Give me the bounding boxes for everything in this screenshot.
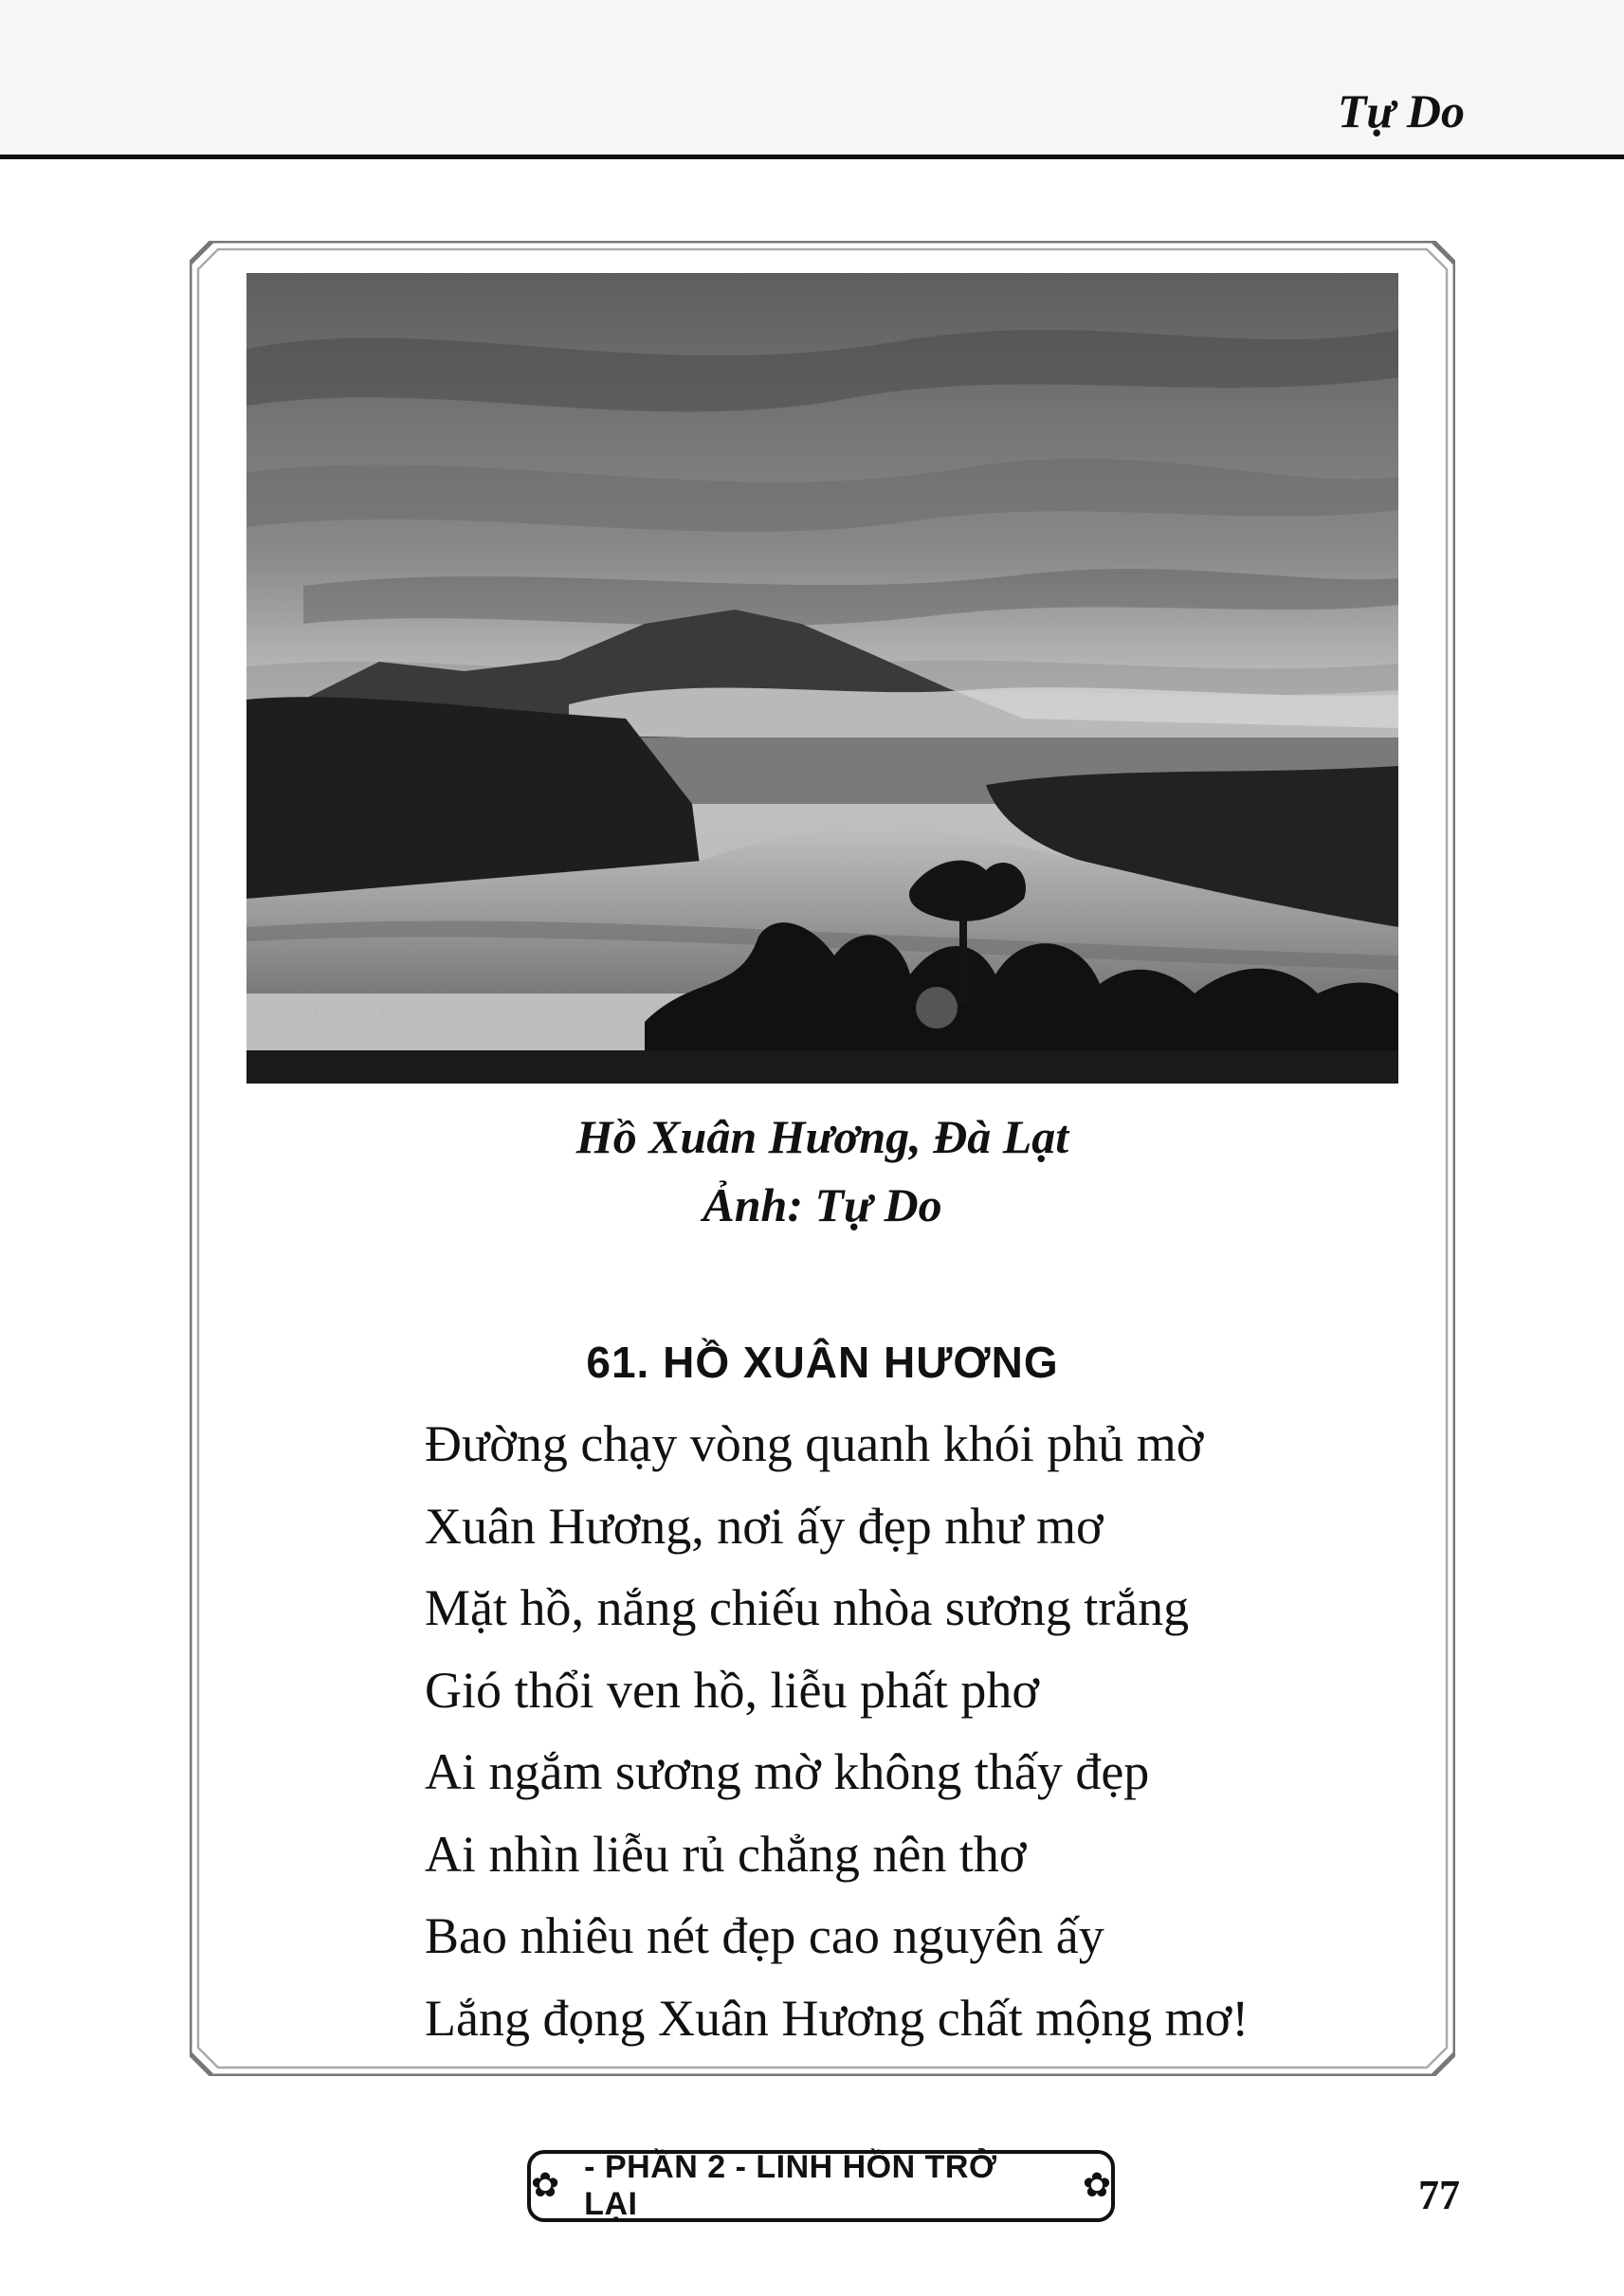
poem-line: Xuân Hương, nơi ấy đẹp như mơ (425, 1497, 1104, 1555)
poem-line: Đường chạy vòng quanh khói phủ mờ (425, 1415, 1204, 1472)
section-label-badge (527, 2150, 1115, 2222)
poem-line: Gió thổi ven hồ, liễu phất phơ (425, 1661, 1039, 1719)
author-name: Tự Do (1337, 84, 1465, 137)
flower-icon: ✿ (531, 2166, 560, 2205)
poem-line: Bao nhiêu nét đẹp cao nguyên ấy (425, 1907, 1104, 1964)
lake-photo (246, 273, 1398, 1084)
poem-title: 61. HỒ XUÂN HƯƠNG (586, 1338, 1059, 1387)
poem-line: Ai nhìn liễu rủ chẳng nên thơ (425, 1825, 1027, 1883)
poem-line: Ai ngắm sương mờ không thấy đẹp (425, 1743, 1150, 1800)
photo-watermark: TỰ DO (294, 994, 386, 1029)
photo-caption-location: Hồ Xuân Hương, Đà Lạt (575, 1110, 1069, 1163)
section-label: - PHẦN 2 - LINH HỒN TRỞ LẠI (584, 2149, 997, 2222)
page-number: 77 (1418, 2172, 1460, 2218)
flower-icon: ✿ (1082, 2166, 1111, 2205)
photo-caption-credit: Ảnh: Tự Do (703, 1178, 942, 1231)
poem-line: Mặt hồ, nắng chiếu nhòa sương trắng (425, 1579, 1190, 1636)
photo-poem-frame (190, 241, 1455, 2076)
poem-line: Lắng đọng Xuân Hương chất mộng mơ! (425, 1989, 1250, 2047)
poem-body (425, 1403, 1430, 2059)
